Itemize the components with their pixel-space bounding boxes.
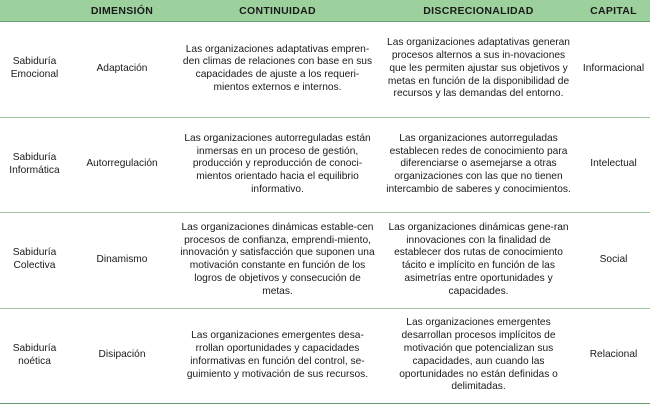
continuidad-cell: Las organizaciones emergentes desa-rrollan oportunidades y capacidades informativas en función del control, se-guimiento y motivación de sus recursos. (175, 308, 380, 404)
capital-cell: Social (577, 213, 650, 309)
table-row (0, 308, 650, 404)
table-row (0, 22, 650, 118)
capital-cell: Intelectual (577, 117, 650, 213)
dimension-cell: Autorregulación (69, 117, 175, 213)
discrecionalidad-cell: Las organizaciones autorreguladas establecen redes de conocimiento para diferenciarse o asemejarse a otras organizaciones con las que no tienen intercambio de saberes y conocimientos. (380, 117, 577, 213)
header-continuidad: CONTINUIDAD (175, 0, 380, 22)
sabiduria-cell: Sabiduría noética (0, 308, 69, 404)
header-capital: CAPITAL (577, 0, 650, 22)
continuidad-cell: Las organizaciones dinámicas estable-cen procesos de confianza, emprendi-miento, innovación y satisfacción que suponen una motivación constante en función de los logros de objetivos y consecución de metas. (175, 213, 380, 309)
table-body (0, 22, 650, 404)
table-row (0, 213, 650, 309)
table-row (0, 117, 650, 213)
capital-cell: Informacional (577, 22, 650, 118)
header-row (0, 0, 650, 22)
capital-cell: Relacional (577, 308, 650, 404)
sabiduria-cell: Sabiduría Informática (0, 117, 69, 213)
header-blank (0, 0, 69, 22)
sabiduria-cell: Sabiduría Emocional (0, 22, 69, 118)
sabiduria-cell: Sabiduría Colectiva (0, 213, 69, 309)
dimension-cell: Dinamismo (69, 213, 175, 309)
discrecionalidad-cell: Las organizaciones adaptativas generan procesos alternos a sus in-novaciones que les permiten ajustar sus objetivos y metas en función de la disponibilidad de recursos y las demandas del entorno. (380, 22, 577, 118)
header-dimension: DIMENSIÓN (69, 0, 175, 22)
discrecionalidad-cell: Las organizaciones emergentes desarrollan procesos implícitos de motivación que potencializan sus capacidades, aun cuando las oportunidades no están definidas o delimitadas. (380, 308, 577, 404)
table-header (0, 0, 650, 22)
continuidad-cell: Las organizaciones adaptativas empren-den climas de relaciones con base en sus capacidades de ajuste a los requeri-mientos externos e internos. (175, 22, 380, 118)
dimension-cell: Disipación (69, 308, 175, 404)
dimension-cell: Adaptación (69, 22, 175, 118)
discrecionalidad-cell: Las organizaciones dinámicas gene-ran innovaciones con la finalidad de establecer dos rutas de conocimiento tácito e implícito en función de las asimetrías entre oportunidades y capacidades. (380, 213, 577, 309)
continuidad-cell: Las organizaciones autorreguladas están inmersas en un proceso de gestión, producción y reproducción de conoci-mientos orientado hacia el equilibrio informativo. (175, 117, 380, 213)
header-discrecionalidad: DISCRECIONALIDAD (380, 0, 577, 22)
